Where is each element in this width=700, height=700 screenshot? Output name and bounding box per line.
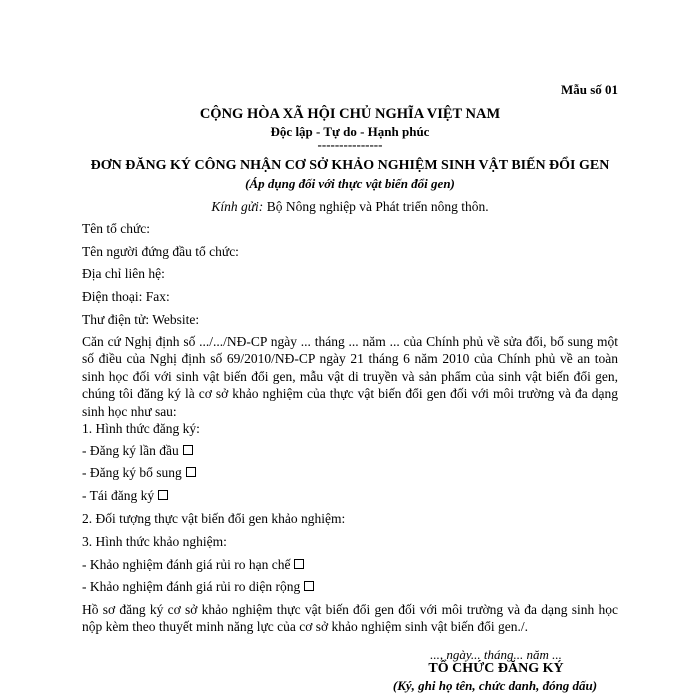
field-phone-fax: Điện thoại: Fax: <box>82 289 170 304</box>
section3-option <box>82 579 622 595</box>
section1-option <box>82 465 622 481</box>
national-name: CỘNG HÒA XÃ HỘI CHỦ NGHĨA VIỆT NAM <box>199 106 501 122</box>
basis-paragraph: Căn cứ Nghị định số .../.../NĐ-CP ngày ... tháng ... năm ... của Chính phủ về sửa đổi, bổ sung một số điều của Nghị định số 69/2010/NĐ-CP ngày 21 tháng 6 năm 2010 của Chính phủ về an toàn sinh học đối với sinh vật biến đổi gen, mẫu vật di truyền và sản phẩm của sinh vật biến đổi gen, chúng tôi đăng ký là cơ sở khảo nghiệm của thực vật biến đổi gen đối với môi trường và đa dạng sinh học như sau: <box>82 334 618 419</box>
field-email-website: Thư điện tử: Website: <box>82 312 200 327</box>
section1-option <box>82 488 622 504</box>
national-motto: Độc lập - Tự do - Hạnh phúc <box>270 124 430 139</box>
option-label: - Đăng ký bổ sung <box>82 465 182 480</box>
section1-option <box>82 443 622 459</box>
recipient-value: Bộ Nông nghiệp và Phát triển nông thôn. <box>263 199 489 214</box>
form-number: Mẫu số 01 <box>560 82 618 97</box>
section1-heading: 1. Hình thức đăng ký: <box>82 421 200 436</box>
signature-note: (Ký, ghi họ tên, chức danh, đóng dấu) <box>392 678 598 693</box>
field-address: Địa chỉ liên hệ: <box>82 266 165 281</box>
checkbox-supplementary-registration[interactable] <box>186 467 196 477</box>
recipient-label: Kính gửi: <box>211 199 264 214</box>
closing-paragraph: Hồ sơ đăng ký cơ sở khảo nghiệm thực vật biến đổi gen đối với môi trường và đa dạng sinh học nộp kèm theo thuyết minh năng lực của cơ sở khảo nghiệm sinh vật biến đổi gen./. <box>82 602 618 635</box>
document-title: ĐƠN ĐĂNG KÝ CÔNG NHẬN CƠ SỞ KHẢO NGHIỆM SINH VẬT BIẾN ĐỔI GEN <box>90 158 610 173</box>
header-separator: --------------- <box>317 137 383 152</box>
checkbox-first-registration[interactable] <box>183 445 193 455</box>
option-label: - Đăng ký lần đầu <box>82 443 179 458</box>
checkbox-re-registration[interactable] <box>158 490 168 500</box>
recipient-line <box>0 199 700 215</box>
field-head-name: Tên người đứng đầu tổ chức: <box>82 244 239 259</box>
section3-option <box>82 557 622 573</box>
field-org-name: Tên tổ chức: <box>82 221 151 236</box>
signature-title: TỔ CHỨC ĐĂNG KÝ <box>428 661 564 676</box>
section2-heading: 2. Đối tượng thực vật biến đổi gen khảo nghiệm: <box>82 511 346 526</box>
option-label: - Khảo nghiệm đánh giá rủi ro hạn chế <box>82 557 291 572</box>
checkbox-wide-area-risk[interactable] <box>304 581 314 591</box>
signature-date: ..., ngày... tháng... năm ... <box>430 647 562 662</box>
section3-heading: 3. Hình thức khảo nghiệm: <box>82 534 227 549</box>
document-subtitle: (Áp dụng đối với thực vật biến đổi gen) <box>245 176 455 191</box>
option-label: - Tái đăng ký <box>82 488 155 503</box>
checkbox-limited-risk[interactable] <box>294 559 304 569</box>
option-label: - Khảo nghiệm đánh giá rủi ro diện rộng <box>82 579 301 594</box>
